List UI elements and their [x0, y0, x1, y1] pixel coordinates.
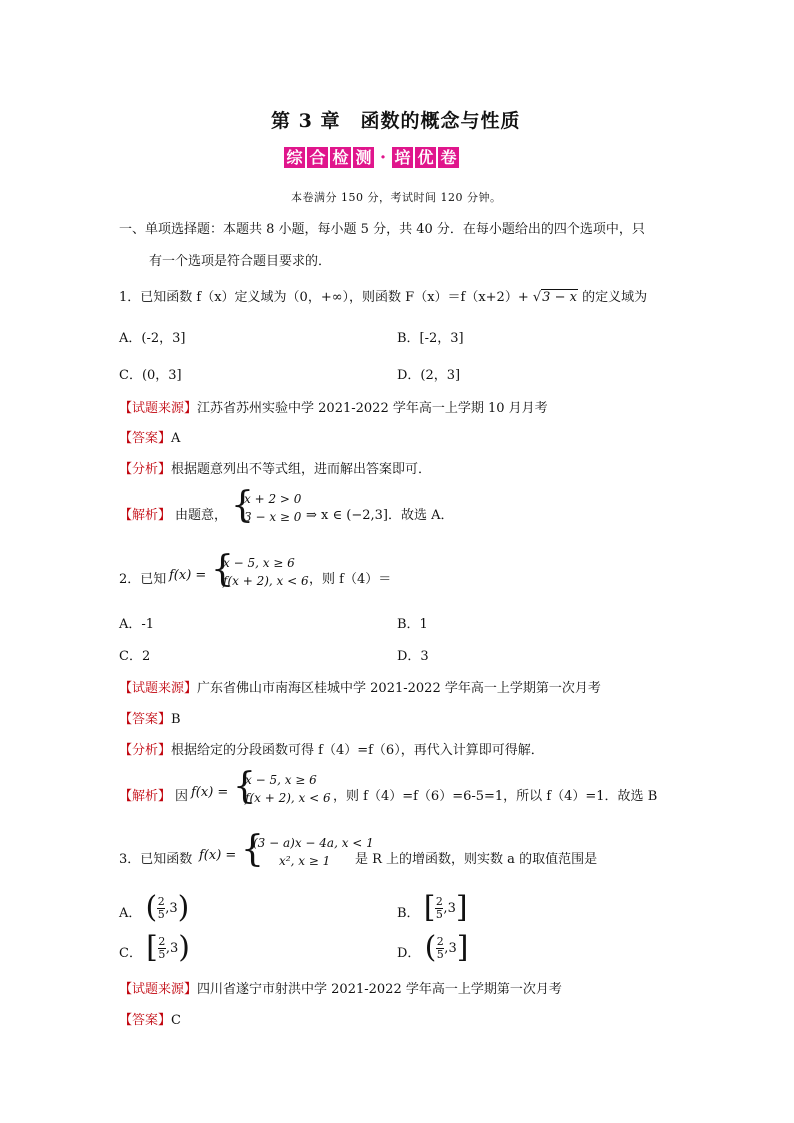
sqrt-radicand: 3 − x — [542, 290, 577, 305]
comma: , — [444, 940, 449, 956]
analysis-text: 根据给定的分段函数可得 f（4）=f（6），再代入计算即可得解． — [171, 743, 544, 758]
answer-text: A — [171, 431, 181, 446]
q2-option-d: D．3 — [397, 649, 429, 664]
banner-char: 卷 — [438, 147, 459, 168]
section-heading-line1: 一、单项选择题：本题共 8 小题，每小题 5 分，共 40 分．在每小题给出的四个选项中，只 — [119, 222, 645, 237]
solution-label: 【解析】 — [119, 508, 172, 523]
close-paren-icon: ) — [178, 930, 190, 965]
answer-text: C — [171, 1013, 181, 1028]
answer-text: B — [171, 712, 181, 727]
q2-source — [119, 677, 601, 696]
sqrt-symbol: √ — [532, 290, 542, 305]
source-text: 广东省佛山市南海区桂城中学 2021-2022 学年高一上学期第一次月考 — [197, 681, 601, 696]
denominator: 5 — [157, 907, 165, 921]
system-line-1: x + 2 > 0 — [244, 492, 302, 506]
answer-label: 【答案】 — [119, 712, 172, 727]
system-line-2: 3 − x ≥ 0 — [244, 510, 302, 524]
q3-answer — [119, 1009, 181, 1028]
fraction — [436, 936, 444, 961]
brace-icon: { — [241, 829, 264, 870]
q2-option-c: C．2 — [119, 649, 151, 664]
q3-option-a — [119, 890, 190, 925]
source-label: 【试题来源】 — [119, 401, 198, 416]
case-line-1: (3 − a)x − 4a, x < 1 — [253, 836, 374, 850]
question-2-stem — [119, 549, 419, 596]
q2-fx: f(x) = — [169, 568, 207, 583]
brace-icon: { — [231, 485, 254, 526]
banner-char: 优 — [415, 147, 436, 168]
fraction — [435, 896, 443, 921]
q3-source — [119, 978, 562, 997]
q2-analysis — [119, 739, 544, 758]
upper-bound: 3 — [169, 940, 179, 956]
banner — [284, 147, 459, 168]
close-paren-icon: ) — [177, 890, 190, 925]
denominator: 5 — [158, 947, 166, 961]
q3-option-c — [119, 930, 190, 965]
q1-analysis — [119, 458, 431, 477]
option-label: C． — [119, 946, 142, 961]
q2-sol-fx: f(x) = — [191, 785, 229, 800]
numerator: 2 — [158, 934, 166, 948]
option-label: A． — [119, 906, 142, 921]
interval — [423, 890, 468, 925]
source-label: 【试题来源】 — [119, 982, 198, 997]
analysis-label: 【分析】 — [119, 743, 172, 758]
exam-note: 本卷满分 150 分，考试时间 120 分钟。 — [291, 191, 502, 204]
q1-option-a: A．(-2，3] — [119, 331, 186, 346]
open-bracket-icon: [ — [146, 930, 158, 965]
interval — [146, 930, 190, 965]
open-paren-icon: ( — [145, 890, 158, 925]
source-text: 江苏省苏州实验中学 2021-2022 学年高一上学期 10 月月考 — [197, 401, 548, 416]
numerator: 2 — [157, 894, 165, 908]
q3-stem-pre: 3．已知函数 — [119, 852, 193, 867]
source-label: 【试题来源】 — [119, 681, 198, 696]
open-paren-icon: ( — [424, 930, 437, 965]
banner-char: 测 — [353, 147, 374, 168]
analysis-text: 根据题意列出不等式组，进而解出答案即可． — [171, 462, 432, 477]
q3-option-b — [397, 890, 468, 925]
q2-option-a: A．-1 — [119, 617, 155, 632]
close-bracket-icon: ] — [455, 890, 468, 925]
comma: , — [165, 900, 170, 916]
case-line-1: x − 5, x ≥ 6 — [223, 556, 295, 570]
numerator: 2 — [435, 894, 443, 908]
brace-icon: { — [211, 549, 234, 590]
numerator: 2 — [436, 934, 444, 948]
fraction — [157, 896, 165, 921]
option-label: B． — [397, 906, 420, 921]
interval — [145, 890, 190, 925]
fraction — [158, 936, 166, 961]
q2-answer — [119, 708, 181, 727]
q1-stem-a: 1．已知函数 f（x）定义域为（0，+∞），则函数 F（x）＝f（x+2）+ — [119, 290, 529, 305]
solution-post: ⇒ x ∈ (−2,3]．故选 A． — [306, 508, 454, 523]
close-bracket-icon: ] — [456, 930, 469, 965]
interval — [424, 930, 469, 965]
sqrt-expression — [533, 289, 578, 305]
case-line-2: f(x + 2), x < 6 — [223, 574, 309, 588]
upper-bound: 3 — [448, 940, 457, 956]
q1-source — [119, 397, 548, 416]
open-bracket-icon: [ — [423, 890, 436, 925]
solution-pre: 由题意， — [175, 508, 228, 523]
q2-solution — [119, 766, 679, 813]
denominator: 5 — [436, 947, 444, 961]
q2-stem-pre: 2．已知 — [119, 572, 167, 587]
solution-label: 【解析】 — [119, 789, 172, 804]
q3-stem-post: 是 R 上的增函数，则实数 a 的取值范围是 — [355, 852, 598, 867]
question-1-stem — [119, 286, 647, 305]
option-label: D． — [397, 946, 421, 961]
banner-dot: · — [379, 147, 387, 168]
analysis-label: 【分析】 — [119, 462, 172, 477]
brace-icon: { — [233, 766, 256, 807]
q1-option-b: B．[-2，3] — [397, 331, 464, 346]
q2-option-b: B．1 — [397, 617, 428, 632]
solution-pre: 因 — [175, 789, 189, 804]
upper-bound: 3 — [447, 900, 456, 916]
q1-stem-b: 的定义域为 — [582, 290, 648, 305]
answer-label: 【答案】 — [119, 1013, 172, 1028]
page-title: 第 3 章 函数的概念与性质 — [271, 110, 521, 132]
solution-post: ，则 f（4）=f（6）=6-5=1，所以 f（4）=1．故选 B — [333, 789, 658, 804]
case-line-2: x², x ≥ 1 — [279, 854, 331, 868]
answer-label: 【答案】 — [119, 431, 172, 446]
q1-answer — [119, 427, 180, 446]
comma: , — [443, 900, 448, 916]
case-line-1: x − 5, x ≥ 6 — [245, 773, 317, 787]
banner-char: 合 — [307, 147, 328, 168]
q1-option-c: C．(0，3] — [119, 368, 182, 383]
upper-bound: 3 — [169, 900, 178, 916]
section-heading-line2: 有一个选项是符合题目要求的． — [149, 254, 332, 269]
q3-option-d — [397, 930, 469, 965]
q3-fx: f(x) = — [199, 848, 237, 863]
q1-option-d: D．(2，3] — [397, 368, 461, 383]
comma: , — [165, 940, 170, 956]
banner-char: 检 — [330, 147, 351, 168]
source-text: 四川省遂宁市射洪中学 2021-2022 学年高一上学期第一次月考 — [197, 982, 562, 997]
case-line-2: f(x + 2), x < 6 — [245, 791, 331, 805]
question-3-stem — [119, 829, 679, 876]
banner-char: 培 — [392, 147, 413, 168]
q2-stem-post: ，则 f（4）＝ — [309, 572, 392, 587]
denominator: 5 — [435, 907, 443, 921]
banner-char: 综 — [284, 147, 305, 168]
